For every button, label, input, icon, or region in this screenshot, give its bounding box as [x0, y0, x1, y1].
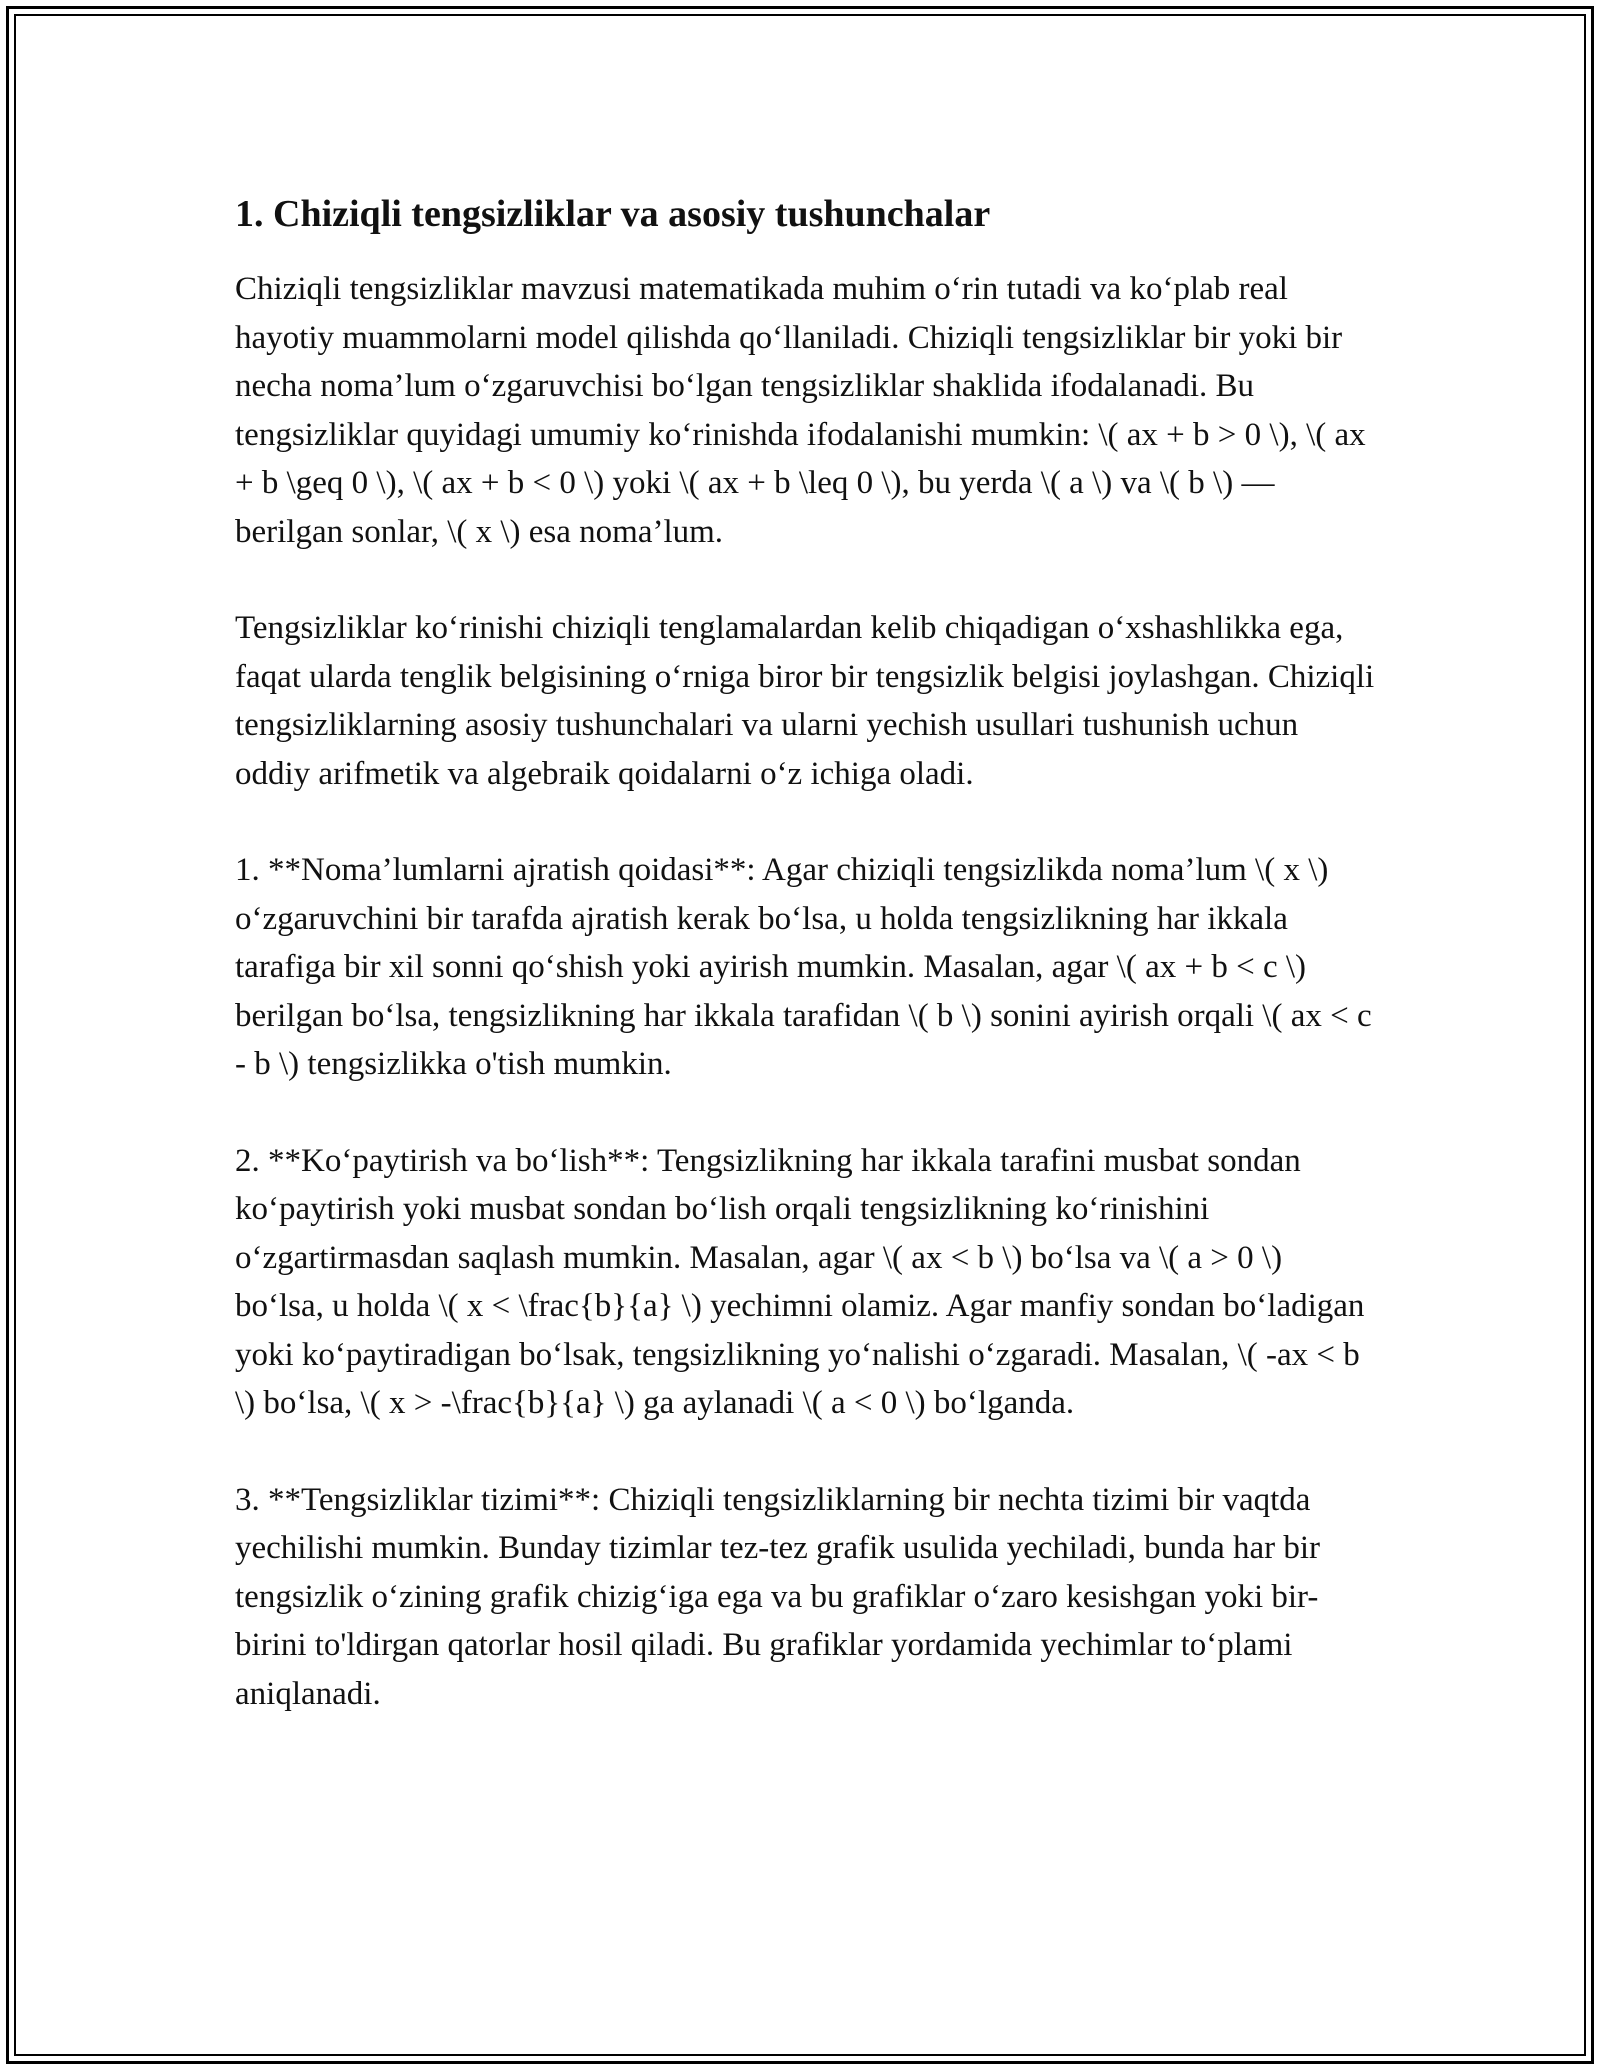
- paragraph-concepts: Tengsizliklar ko‘rinishi chiziqli tenglamalardan kelib chiqadigan o‘xshashlikka ega, faqat ularda tenglik belgisining o‘rniga biror bir tengsizlik belgisi joylashgan. Chiziqli tengsizliklarning asosiy tushunchalari va ularni yechish usullari tushunish uchun oddiy arifmetik va algebraik qoidalarni o‘z ichiga oladi.: [235, 610, 1375, 792]
- paragraph-rule-2: 2. **Ko‘paytirish va bo‘lish**: Tengsizlikning har ikkala tarafini musbat sondan ko‘paytirish yoki musbat sondan bo‘lish orqali tengsizlikning ko‘rinishini o‘zgartirmasdan saqlash mumkin. Masalan, agar \( ax < b \) bo‘lsa va \( a > 0 \) bo‘lsa, u holda \( x < \frac{b}{a} \) yechimni olamiz. Agar manfiy sondan bo‘ladigan yoki ko‘paytiradigan bo‘lsak, tengsizlikning yo‘nalishi o‘zgaradi. Masalan, \( -ax < b \) bo‘lsa, \( x > -\frac{b}{a} \) ga aylanadi \( a < 0 \) bo‘lganda.: [235, 1142, 1365, 1421]
- paragraph-rule-3: 3. **Tengsizliklar tizimi**: Chiziqli tengsizliklarning bir nechta tizimi bir vaqtda yechilishi mumkin. Bunday tizimlar tez-tez grafik usulida yechiladi, bunda har bir tengsizlik o‘zining grafik chizig‘iga ega va bu grafiklar o‘zaro kesishgan yoki bir-birini to'ldirgan qatorlar hosil qiladi. Bu grafiklar yordamida yechimlar to‘plami aniqlanadi.: [235, 1481, 1321, 1712]
- paragraph-intro: Chiziqli tengsizliklar mavzusi matematikada muhim o‘rin tutadi va ko‘plab real hayotiy muammolarni model qilishda qo‘llaniladi. Chiziqli tengsizliklar bir yoki bir necha noma’lum o‘zgaruvchisi bo‘lgan tengsizliklar shaklida ifodalanadi. Bu tengsizliklar quyidagi umumiy ko‘rinishda ifodalanishi mumkin: \( ax + b > 0 \), \( ax + b \geq 0 \), \( ax + b < 0 \) yoki \( ax + b \leq 0 \), bu yerda \( a \) va \( b \) — berilgan sonlar, \( x \) esa noma’lum.: [235, 271, 1366, 550]
- paragraph-rule-1: 1. **Noma’lumlarni ajratish qoidasi**: Agar chiziqli tengsizlikda noma’lum \( x \) o‘zgaruvchini bir tarafda ajratish kerak bo‘lsa, u holda tengsizlikning har ikkala tarafiga bir xil sonni qo‘shish yoki ayirish mumkin. Masalan, agar \( ax + b < c \) berilgan bo‘lsa, tengsizlikning har ikkala tarafidan \( b \) sonini ayirish orqali \( ax < c - b \) tengsizlikka o'tish mumkin.: [235, 852, 1372, 1082]
- document-body: [235, 185, 1375, 1766]
- section-heading: 1. Chiziqli tengsizliklar va asosiy tushunchalar: [235, 193, 991, 235]
